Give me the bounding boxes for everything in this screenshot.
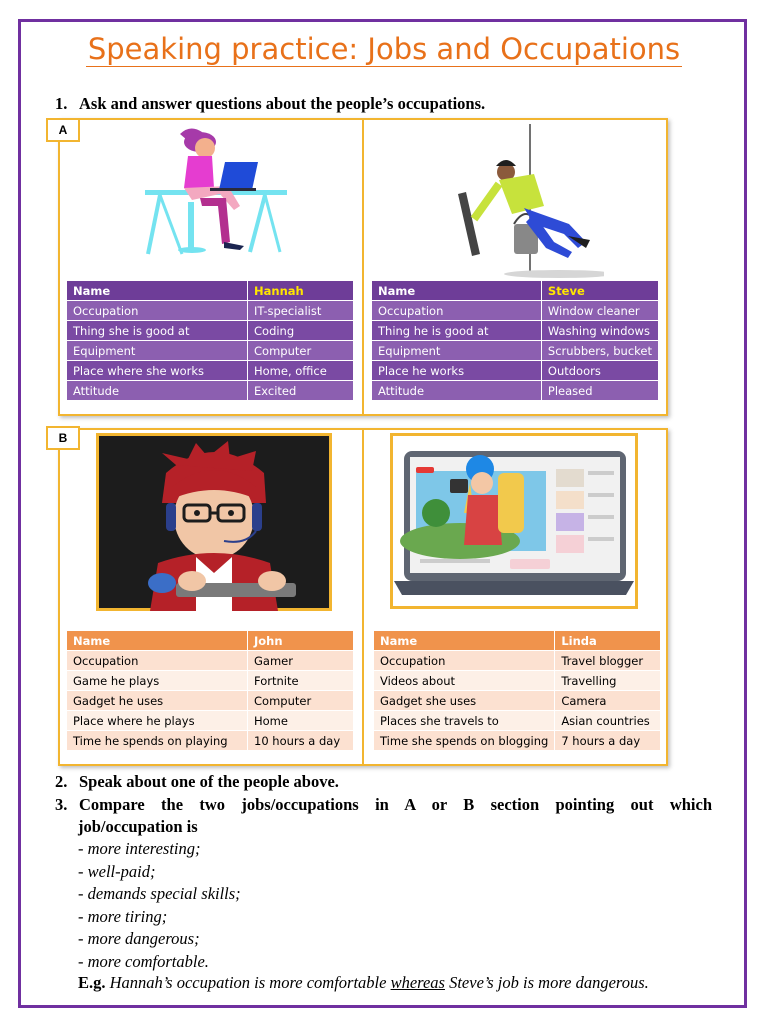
header-name: Name [67, 281, 248, 301]
example-label: E.g. [78, 973, 106, 992]
table-row: Gadget he uses Computer [67, 691, 354, 711]
table-row: Equipment Scrubbers, bucket [372, 341, 659, 361]
table-row: Thing he is good at Washing windows [372, 321, 659, 341]
table-row: Thing she is good at Coding [67, 321, 354, 341]
table-row: Game he plays Fortnite [67, 671, 354, 691]
table-row: Equipment Computer [67, 341, 354, 361]
header-name: Name [372, 281, 542, 301]
linda-table [373, 630, 661, 751]
section-a-label: A [46, 118, 80, 142]
table-row: Gadget she uses Camera [374, 691, 661, 711]
table-header-row [374, 631, 661, 651]
table-row: Places she travels to Asian countries [374, 711, 661, 731]
steve-illustration [454, 124, 604, 279]
header-person-name: Linda [555, 631, 661, 651]
hannah-table [66, 280, 354, 401]
page-title: Speaking practice: Jobs and Occupations [87, 32, 681, 66]
table-row: Place he works Outdoors [372, 361, 659, 381]
header-person-name: Hannah [248, 281, 354, 301]
table-row: Videos about Travelling [374, 671, 661, 691]
table-row: Attitude Pleased [372, 381, 659, 401]
table-header-row [372, 281, 659, 301]
table-header-row [67, 281, 354, 301]
table-row: Time she spends on blogging 7 hours a day [374, 731, 661, 751]
hannah-illustration [140, 124, 290, 256]
section-divider [362, 120, 364, 414]
task-1: 1. Ask and answer questions about the people’s occupations. [55, 94, 486, 113]
list-item: - well-paid; [78, 861, 156, 881]
underlined-word: whereas [390, 973, 445, 992]
table-row: Occupation Window cleaner [372, 301, 659, 321]
example-sentence: E.g. Hannah’s occupation is more comfortable whereas Steve’s job is more dangerous. [78, 973, 649, 992]
header-person-name: John [248, 631, 354, 651]
task-3-continued: job/occupation is [78, 817, 198, 836]
header-person-name: Steve [541, 281, 658, 301]
task-3: 3. Compare the two jobs/occupations in A or B section pointing out which [55, 795, 712, 814]
table-row: Place where he plays Home [67, 711, 354, 731]
comparison-list [78, 838, 241, 974]
header-name: Name [67, 631, 248, 651]
section-divider [362, 430, 364, 764]
linda-illustration [390, 433, 638, 609]
table-row: Occupation IT-specialist [67, 301, 354, 321]
table-row: Occupation Travel blogger [374, 651, 661, 671]
header-name: Name [374, 631, 555, 651]
table-row: Occupation Gamer [67, 651, 354, 671]
table-row: Attitude Excited [67, 381, 354, 401]
table-row: Time he spends on playing 10 hours a day [67, 731, 354, 751]
table-header-row [67, 631, 354, 651]
list-item: - more interesting; [78, 839, 201, 858]
list-item: - more dangerous; [78, 929, 200, 949]
john-table [66, 630, 354, 751]
list-item: - demands special skills; [78, 884, 241, 904]
section-b-label: B [46, 426, 80, 450]
task-2: 2. Speak about one of the people above. [55, 772, 339, 791]
table-row: Place where she works Home, office [67, 361, 354, 381]
list-item: - more comfortable. [78, 951, 209, 971]
steve-table [371, 280, 659, 401]
john-illustration [96, 433, 332, 611]
list-item: - more tiring; [78, 906, 168, 926]
